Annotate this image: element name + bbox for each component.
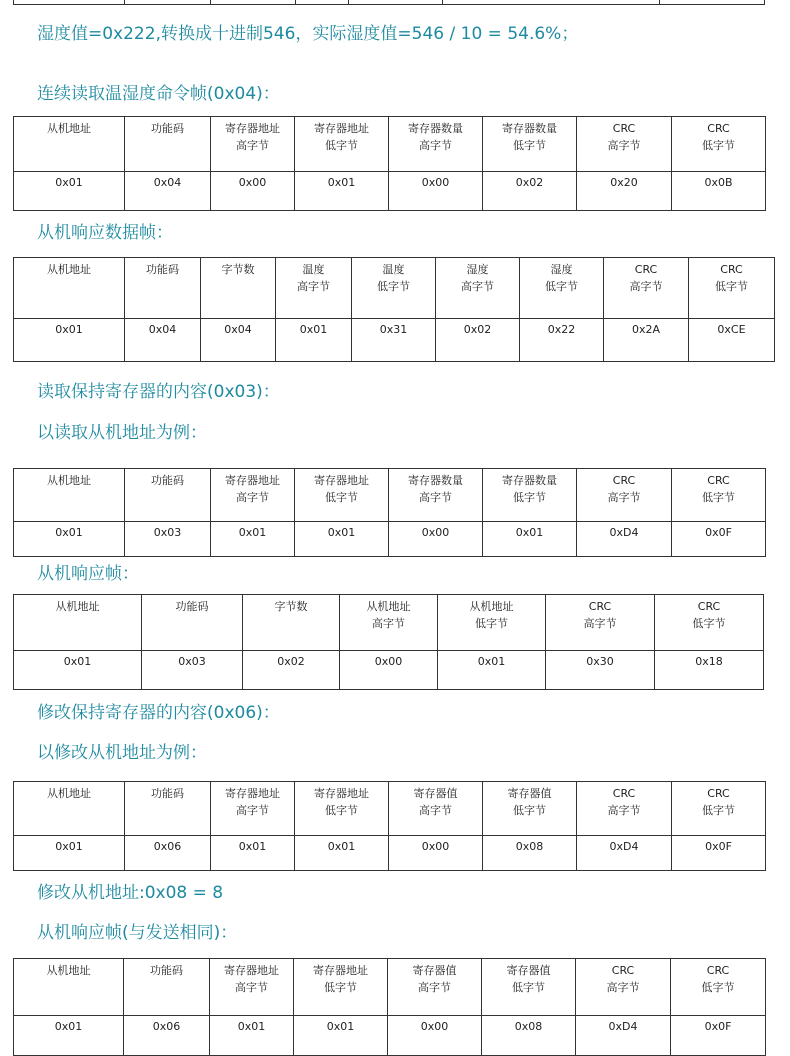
header-cell: [14, 782, 125, 836]
header-cell: [201, 258, 276, 319]
value-cell: 0x18: [655, 651, 764, 690]
header-cell-line: CRC: [707, 787, 730, 800]
header-cell-line: 低字节: [513, 804, 546, 817]
header-cell: [672, 117, 766, 172]
header-cell-line: 高字节: [419, 491, 452, 504]
header-cell: [211, 782, 295, 836]
header-cell-line: CRC: [697, 600, 721, 613]
value-cell: 0x00: [211, 172, 295, 211]
header-cell: [294, 959, 388, 1016]
header-cell-line: 从机地址: [47, 263, 91, 276]
header-cell: [672, 782, 766, 836]
header-cell-line: 寄存器地址: [225, 122, 280, 135]
header-cell: [211, 117, 295, 172]
header-cell-line: 高字节: [236, 139, 269, 152]
header-cell: [483, 117, 577, 172]
header-cell-line: CRC: [612, 474, 636, 487]
header-cell: [577, 469, 672, 522]
header-cell: [604, 258, 689, 319]
header-cell-line: 温度: [302, 263, 325, 276]
header-cell-line: CRC: [707, 122, 730, 135]
header-row: [14, 117, 766, 172]
value-cell: 0x01: [276, 319, 352, 362]
header-cell-line: 低字节: [702, 139, 735, 152]
value-cell: 0x01: [14, 1016, 124, 1056]
slave-response-heading: 从机响应帧：: [37, 564, 139, 584]
value-cell: 0x08: [482, 1016, 576, 1056]
header-cell-line: 低字节: [701, 981, 735, 994]
header-cell-line: 高字节: [607, 139, 641, 152]
value-cell: 0x22: [520, 319, 604, 362]
header-cell-line: 寄存器地址: [314, 474, 369, 487]
value-cell: 0x00: [340, 651, 438, 690]
header-cell: [577, 782, 672, 836]
header-cell: [14, 117, 125, 172]
header-cell: [655, 595, 764, 651]
header-cell-line: 高字节: [419, 139, 452, 152]
value-cell: 0x06: [124, 1016, 210, 1056]
value-cell: 0x03: [142, 651, 243, 690]
value-cell: 0x03: [125, 522, 211, 557]
header-cell: [295, 782, 389, 836]
header-cell: [243, 595, 340, 651]
header-cell-line: 高字节: [297, 280, 330, 293]
header-row: [14, 959, 766, 1016]
value-cell: 0xD4: [576, 1016, 671, 1056]
slave-response-data-table: [13, 257, 775, 362]
echo-response-table: [13, 958, 766, 1056]
header-cell: [125, 782, 211, 836]
header-cell: [520, 258, 604, 319]
header-cell: [14, 595, 142, 651]
header-cell-line: 字节数: [274, 600, 308, 613]
value-cell: 0x2A: [604, 319, 689, 362]
value-row: [14, 172, 766, 211]
value-cell: 0x0F: [672, 522, 766, 557]
header-row: [14, 469, 766, 522]
write-holding-register-heading: 修改保持寄存器的内容(0x06)：: [37, 703, 280, 723]
value-cell: 0x0B: [672, 172, 766, 211]
header-cell-line: CRC: [720, 263, 743, 276]
value-cell: 0x01: [211, 836, 295, 871]
header-cell: [14, 258, 125, 319]
header-cell-line: 湿度: [466, 263, 489, 276]
header-cell: [438, 595, 546, 651]
value-cell: 0x01: [210, 1016, 294, 1056]
header-cell-line: CRC: [612, 122, 636, 135]
header-cell-line: 寄存器数量: [502, 474, 557, 487]
value-cell: 0xCE: [689, 319, 775, 362]
value-row: [14, 1016, 766, 1056]
header-cell: [546, 595, 655, 651]
header-cell-line: 高字节: [607, 804, 641, 817]
value-cell: 0x01: [295, 172, 389, 211]
value-cell: 0x00: [389, 836, 483, 871]
header-cell-line: 功能码: [151, 122, 184, 135]
read-holding-register-table: [13, 468, 766, 557]
write-holding-register-table: [13, 781, 766, 871]
header-row: [14, 782, 766, 836]
header-cell-line: CRC: [706, 964, 730, 977]
header-cell: [295, 117, 389, 172]
header-cell-line: 从机地址: [46, 964, 91, 977]
value-cell: 0xD4: [577, 522, 672, 557]
value-cell: 0x04: [125, 319, 201, 362]
header-cell-line: 高字节: [607, 491, 641, 504]
header-cell-line: CRC: [612, 787, 636, 800]
value-cell: 0x01: [211, 522, 295, 557]
value-cell: 0x01: [295, 522, 389, 557]
header-cell: [482, 959, 576, 1016]
header-cell: [672, 469, 766, 522]
value-cell: 0x02: [483, 172, 577, 211]
read-temp-humidity-table: [13, 116, 766, 211]
value-cell: 0x20: [577, 172, 672, 211]
header-cell: [483, 782, 577, 836]
header-cell-line: 寄存器地址: [225, 474, 280, 487]
value-cell: 0x0F: [671, 1016, 766, 1056]
header-cell-line: 低字节: [475, 617, 508, 630]
value-row: [14, 651, 764, 690]
slave-response-data-heading: 从机响应数据帧：: [37, 223, 173, 243]
read-holding-register-heading: 读取保持寄存器的内容(0x03)：: [37, 382, 280, 402]
value-cell: 0x01: [14, 651, 142, 690]
value-cell: 0x01: [14, 522, 125, 557]
header-cell-line: 高字节: [629, 280, 663, 293]
header-cell: [125, 258, 201, 319]
header-cell: [340, 595, 438, 651]
value-cell: 0x0F: [672, 836, 766, 871]
header-cell-line: 低字节: [702, 804, 735, 817]
header-cell-line: 寄存器数量: [408, 474, 463, 487]
header-cell-line: 寄存器值: [507, 787, 552, 800]
header-cell-line: 寄存器数量: [502, 122, 557, 135]
read-temp-humidity-heading: 连续读取温湿度命令帧(0x04)：: [37, 84, 280, 104]
header-cell-line: 寄存器地址: [313, 964, 368, 977]
header-cell: [577, 117, 672, 172]
header-cell: [142, 595, 243, 651]
header-cell-line: 功能码: [175, 600, 209, 613]
header-cell: [14, 959, 124, 1016]
value-row: [14, 522, 766, 557]
header-cell: [352, 258, 436, 319]
header-cell: [436, 258, 520, 319]
header-cell-line: CRC: [611, 964, 635, 977]
header-cell: [576, 959, 671, 1016]
header-cell-line: 寄存器值: [412, 964, 457, 977]
header-cell-line: 从机地址: [469, 600, 514, 613]
header-cell-line: CRC: [588, 600, 612, 613]
header-cell-line: 低字节: [512, 981, 545, 994]
header-cell-line: 寄存器地址: [224, 964, 279, 977]
header-cell-line: 寄存器地址: [225, 787, 280, 800]
value-cell: 0x01: [14, 836, 125, 871]
header-cell: [389, 469, 483, 522]
header-cell: [389, 782, 483, 836]
humidity-calculation: 湿度值=0x222,转换成十进制546，实际湿度值=546 / 10 = 54.6%；: [37, 24, 579, 44]
value-cell: 0x00: [388, 1016, 482, 1056]
value-cell: 0x04: [201, 319, 276, 362]
slave-address-value: 修改从机地址:0x08 = 8: [37, 883, 224, 903]
header-cell-line: 寄存器值: [413, 787, 458, 800]
header-cell: [295, 469, 389, 522]
header-cell-line: 高字节: [461, 280, 494, 293]
value-cell: 0xD4: [577, 836, 672, 871]
header-cell-line: 高字节: [419, 804, 452, 817]
header-cell-line: 低字节: [377, 280, 410, 293]
header-cell-line: 高字节: [236, 491, 269, 504]
header-cell-line: 低字节: [325, 139, 358, 152]
value-cell: 0x02: [436, 319, 520, 362]
header-cell-line: 低字节: [324, 981, 357, 994]
header-cell-line: 寄存器数量: [408, 122, 463, 135]
header-cell-line: 高字节: [418, 981, 451, 994]
header-cell-line: 寄存器地址: [314, 122, 369, 135]
header-cell: [211, 469, 295, 522]
header-cell-line: 功能码: [151, 474, 184, 487]
header-cell-line: 功能码: [146, 263, 179, 276]
header-cell-line: 功能码: [151, 787, 184, 800]
header-cell: [671, 959, 766, 1016]
header-cell-line: 低字节: [325, 491, 358, 504]
value-cell: 0x00: [389, 172, 483, 211]
header-cell-line: 低字节: [513, 491, 546, 504]
header-cell-line: 从机地址: [47, 474, 91, 487]
header-cell-line: 寄存器地址: [314, 787, 369, 800]
write-slave-address-example: 以修改从机地址为例：: [37, 743, 207, 763]
previous-table-edge: [13, 0, 765, 5]
value-cell: 0x08: [483, 836, 577, 871]
value-cell: 0x01: [295, 836, 389, 871]
value-cell: 0x01: [294, 1016, 388, 1056]
header-cell-line: 高字节: [235, 981, 268, 994]
header-cell: [124, 959, 210, 1016]
header-row: [14, 595, 764, 651]
header-cell: [389, 117, 483, 172]
header-cell: [388, 959, 482, 1016]
value-row: [14, 836, 766, 871]
header-cell-line: 字节数: [221, 263, 255, 276]
header-cell-line: 温度: [382, 263, 405, 276]
value-cell: 0x06: [125, 836, 211, 871]
header-cell-line: 低字节: [692, 617, 726, 630]
header-cell-line: 从机地址: [47, 122, 91, 135]
header-cell: [210, 959, 294, 1016]
header-cell: [125, 117, 211, 172]
header-row: [14, 258, 775, 319]
value-cell: 0x02: [243, 651, 340, 690]
header-cell-line: 功能码: [150, 964, 183, 977]
header-cell-line: 低字节: [715, 280, 748, 293]
echo-response-heading: 从机响应帧(与发送相同)：: [37, 923, 238, 943]
header-cell-line: 低字节: [545, 280, 578, 293]
value-cell: 0x30: [546, 651, 655, 690]
header-cell-line: 低字节: [325, 804, 358, 817]
slave-response-table: [13, 594, 764, 690]
value-cell: 0x01: [438, 651, 546, 690]
header-cell-line: 高字节: [583, 617, 617, 630]
value-cell: 0x01: [483, 522, 577, 557]
value-cell: 0x01: [14, 319, 125, 362]
header-cell-line: 从机地址: [47, 787, 91, 800]
value-cell: 0x04: [125, 172, 211, 211]
header-cell-line: 从机地址: [55, 600, 100, 613]
header-cell-line: 高字节: [236, 804, 269, 817]
value-cell: 0x00: [389, 522, 483, 557]
header-cell-line: CRC: [634, 263, 658, 276]
header-cell: [125, 469, 211, 522]
header-cell: [483, 469, 577, 522]
header-cell-line: 从机地址: [366, 600, 411, 613]
header-cell-line: 湿度: [550, 263, 573, 276]
value-cell: 0x31: [352, 319, 436, 362]
header-cell-line: 寄存器值: [506, 964, 551, 977]
header-cell-line: 低字节: [513, 139, 546, 152]
header-cell: [14, 469, 125, 522]
header-cell-line: 低字节: [702, 491, 735, 504]
value-row: [14, 319, 775, 362]
value-cell: 0x01: [14, 172, 125, 211]
read-slave-address-example: 以读取从机地址为例：: [37, 423, 207, 443]
header-cell: [689, 258, 775, 319]
header-cell-line: 高字节: [372, 617, 405, 630]
header-cell-line: CRC: [707, 474, 730, 487]
header-cell: [276, 258, 352, 319]
header-cell-line: 高字节: [606, 981, 640, 994]
